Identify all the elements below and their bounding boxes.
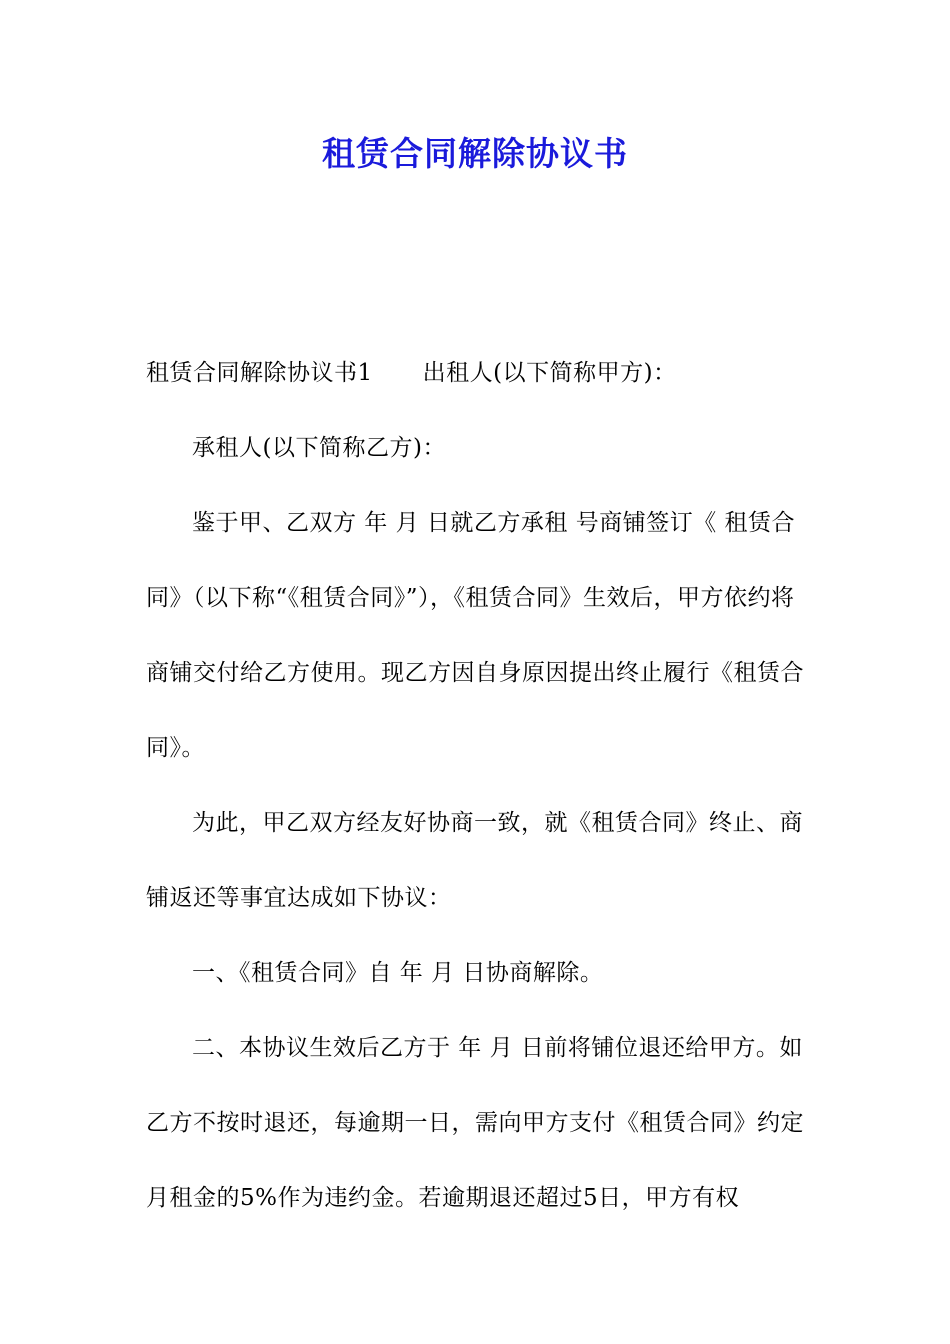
document-body [146,336,806,1236]
paragraph-clause-1: 一、《租赁合同》自 年 月 日协商解除。 [192,960,604,986]
paragraph-recital: 鉴于甲、乙双方 年 月 日就乙方承租 号商铺签订《 租赁合同》（以下称“《租赁合同》”），《租赁合同》生效后，甲方依约将商铺交付给乙方使用。现乙方因自身原因提出终止履行《租赁合同》。 [146,510,804,761]
lessor-label: 出租人(以下简称甲方)： [422,360,677,386]
agreement-number-label: 租赁合同解除协议书1 [146,360,373,386]
paragraph-heading-lessor [146,336,806,411]
paragraph-clause-2: 二、本协议生效后乙方于 年 月 日前将铺位退还给甲方。如乙方不按时退还，每逾期一日，需向甲方支付《租赁合同》约定月租金的5%作为违约金。若逾期退还超过5日，甲方有权 [146,1035,804,1211]
document-title: 租赁合同解除协议书 [322,134,628,173]
paragraph-lessee: 承租人(以下简称乙方)： [192,435,446,461]
paragraph-consensus: 为此，甲乙双方经友好协商一致，就《租赁合同》终止、商铺返还等事宜达成如下协议： [146,810,803,911]
